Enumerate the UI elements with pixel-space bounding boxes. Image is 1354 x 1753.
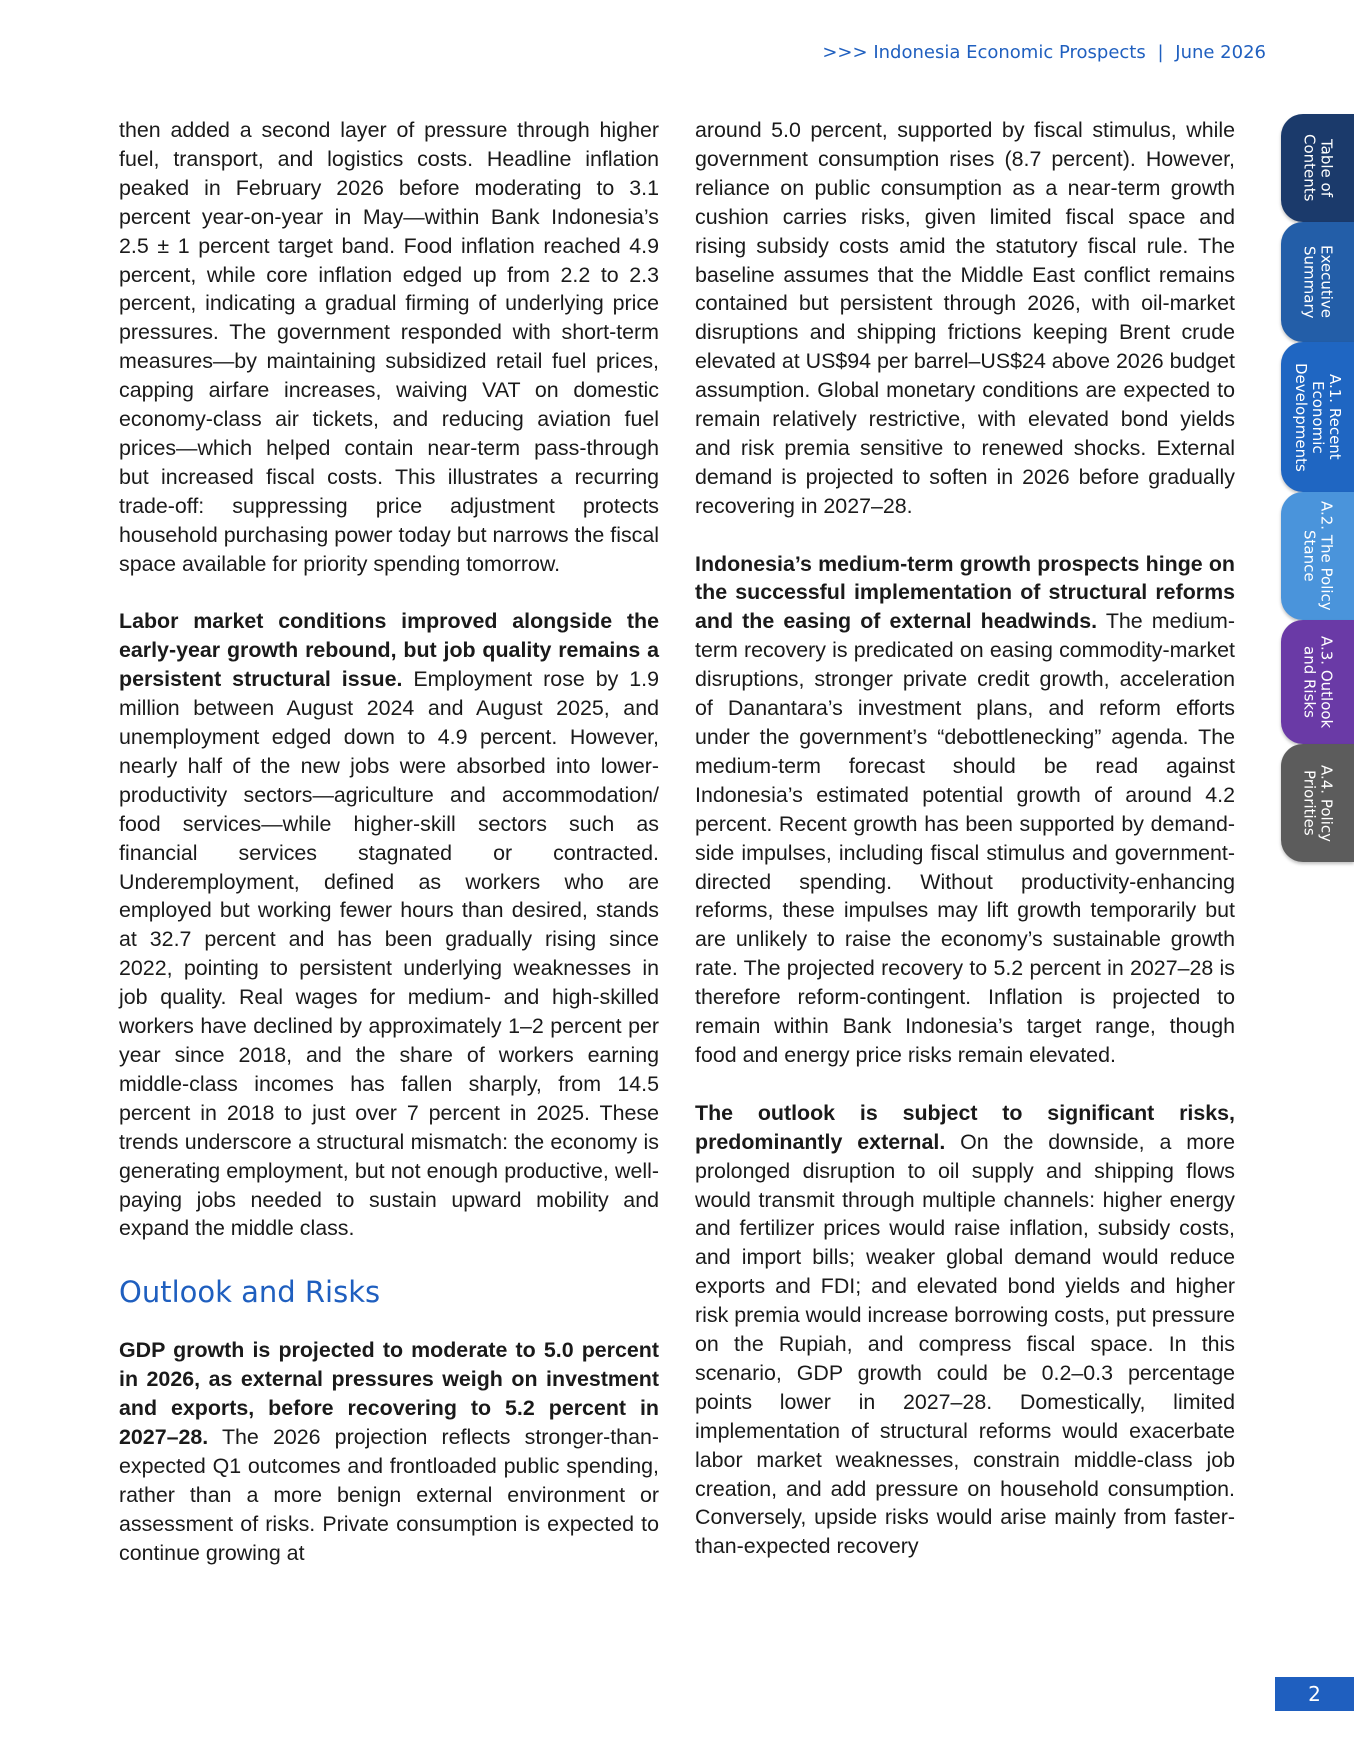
paragraph — [695, 1099, 1235, 1562]
paragraph-lead: GDP growth is projected to moderate to 5.0 percent in 2026, as external pressures weigh on investment and exports, before recovering to 5.2 percent in 2027–28. — [119, 1338, 659, 1449]
header-prefix: >>> — [822, 42, 868, 63]
tab-recent-economic-developments[interactable] — [1281, 342, 1354, 492]
paragraph-body: The 2026 projection reflects stronger-than-expected Q1 outcomes and frontloaded public spending, rather than a more benign external environment or assessment of risks. Private consumption is expected to continue growing at — [119, 1424, 659, 1565]
paragraph-body: The medium-term recovery is predicated on easing commodity-market disruptions, stronger private credit growth, acceleration of Danantara’s investment plans, and reform efforts under the government’s “debottlenecking” agenda. The medium-term forecast should be read against Indonesia’s estimated potential growth of around 4.2 percent. Recent growth has been supported by demand-side impulses, including fiscal stimulus and government-directed spending. Without productivity-enhancing reforms, these impulses may lift growth temporarily but are unlikely to raise the economy’s sustainable growth rate. The projected recovery to 5.2 percent in 2027–28 is therefore reform-contingent. Inflation is projected to remain within Bank Indonesia’s target range, though food and energy price risks remain elevated. — [695, 609, 1235, 1067]
right-column — [695, 116, 1235, 1561]
paragraph — [695, 550, 1235, 1070]
header-title: Indonesia Economic Prospects — [873, 42, 1146, 63]
page-number: 2 — [1275, 1677, 1354, 1711]
tab-policy-priorities[interactable] — [1281, 744, 1354, 862]
paragraph: around 5.0 percent, supported by fiscal stimulus, while government consumption rises (8.7 percent). However, reliance on public consumption as a near-term growth cushion carries risks, given limited fiscal space and rising subsidy costs amid the statutory fiscal rule. The baseline assumes that the Middle East conflict remains contained but persistent through 2026, with oil-market disruptions and shipping frictions keeping Brent crude elevated at US$94 per barrel–US$24 above 2026 budget assumption. Global monetary conditions are expected to remain relatively restrictive, with elevated bond yields and risk premia sensitive to renewed shocks. External demand is projected to soften in 2026 before gradually recovering in 2027–28. — [695, 118, 1235, 518]
section-heading: Outlook and Risks — [119, 1275, 381, 1310]
paragraph: then added a second layer of pressure through higher fuel, transport, and logistics costs. Headline inflation peaked in February 2026 before moderating to 3.1 percent year-on-year in May—within Bank Indonesia’s 2.5 ± 1 percent target band. Food inflation reached 4.9 percent, while core inflation edged up from 2.2 to 2.3 percent, indicating a gradual firming of underlying price pressures. The government responded with short-term measures—by maintaining subsidized retail fuel prices, capping airfare increases, waiving VAT on domestic economy-class air tickets, and reducing aviation fuel prices—which helped contain near-term pass-through but increased fiscal costs. This illustrates a recurring trade-off: suppressing price adjustment protects household purchasing power today but narrows the fiscal space available for priority spending tomorrow. — [119, 118, 659, 576]
paragraph — [119, 607, 659, 1243]
tab-label: A.1. Recent Economic Developments — [1292, 362, 1344, 472]
paragraph — [119, 1336, 659, 1567]
side-navigation-tabs — [1281, 0, 1354, 1753]
tab-policy-stance[interactable] — [1281, 492, 1354, 620]
paragraph-body: On the downside, a more prolonged disruption to oil supply and shipping flows would transmit through multiple channels: higher energy and fertilizer prices would raise inflation, subsidy costs, and import bills; weaker global demand would reduce exports and FDI; and elevated bond yields and higher risk premia would increase borrowing costs, put pressure on the Rupiah, and compress fiscal space. In this scenario, GDP growth could be 0.2–0.3 percentage points lower in 2027–28. Domestically, limited implementation of structural reforms would exacerbate labor market weaknesses, constrain middle-class job creation, and add pressure on household consumption. Conversely, upside risks would arise mainly from faster-than-expected recovery — [695, 1129, 1235, 1559]
paragraph-lead: The outlook is subject to significant risks, predominantly external. — [695, 1100, 1235, 1154]
paragraph-lead: Labor market conditions improved alongside the early-year growth rebound, but job quality remains a persistent structural issue. — [119, 609, 659, 692]
left-column — [119, 116, 659, 1567]
paragraph-body: Employment rose by 1.9 million between August 2024 and August 2025, and unemployment edged down to 4.9 percent. However, nearly half of the new jobs were absorbed into lower-productivity sectors—agriculture and accommodation/ food services—while higher-skill sectors such as financial services stagnated or contracted. Underemployment, defined as workers who are employed but working fewer hours than desired, stands at 32.7 percent and has been gradually rising since 2022, pointing to persistent underlying weaknesses in job quality. Real wages for medium- and high-skilled workers have declined by approximately 1–2 percent per year since 2018, and the share of workers earning middle-class incomes has fallen sharply, from 14.5 percent in 2018 to just over 7 percent in 2025. These trends underscore a structural mismatch: the economy is generating employment, but not enough productive, well-paying jobs needed to sustain upward mobility and expand the middle class. — [119, 667, 660, 1241]
tab-label: A.2. The Policy Stance — [1300, 501, 1336, 611]
tab-table-of-contents[interactable] — [1281, 114, 1354, 222]
tab-label: Executive Summary — [1300, 245, 1336, 319]
tab-label: A.4. Policy Priorities — [1300, 764, 1336, 842]
tab-outlook-and-risks[interactable] — [1281, 620, 1354, 744]
paragraph-lead: Indonesia’s medium-term growth prospects hinge on the successful implementation of structural reforms and the easing of external headwinds. — [695, 551, 1235, 634]
header-date: June 2026 — [1175, 42, 1266, 63]
running-header — [822, 42, 1266, 63]
tab-executive-summary[interactable] — [1281, 222, 1354, 342]
tab-label: Table of Contents — [1300, 134, 1336, 202]
header-separator: | — [1157, 42, 1164, 63]
tab-label: A.3. Outlook and Risks — [1300, 635, 1336, 729]
